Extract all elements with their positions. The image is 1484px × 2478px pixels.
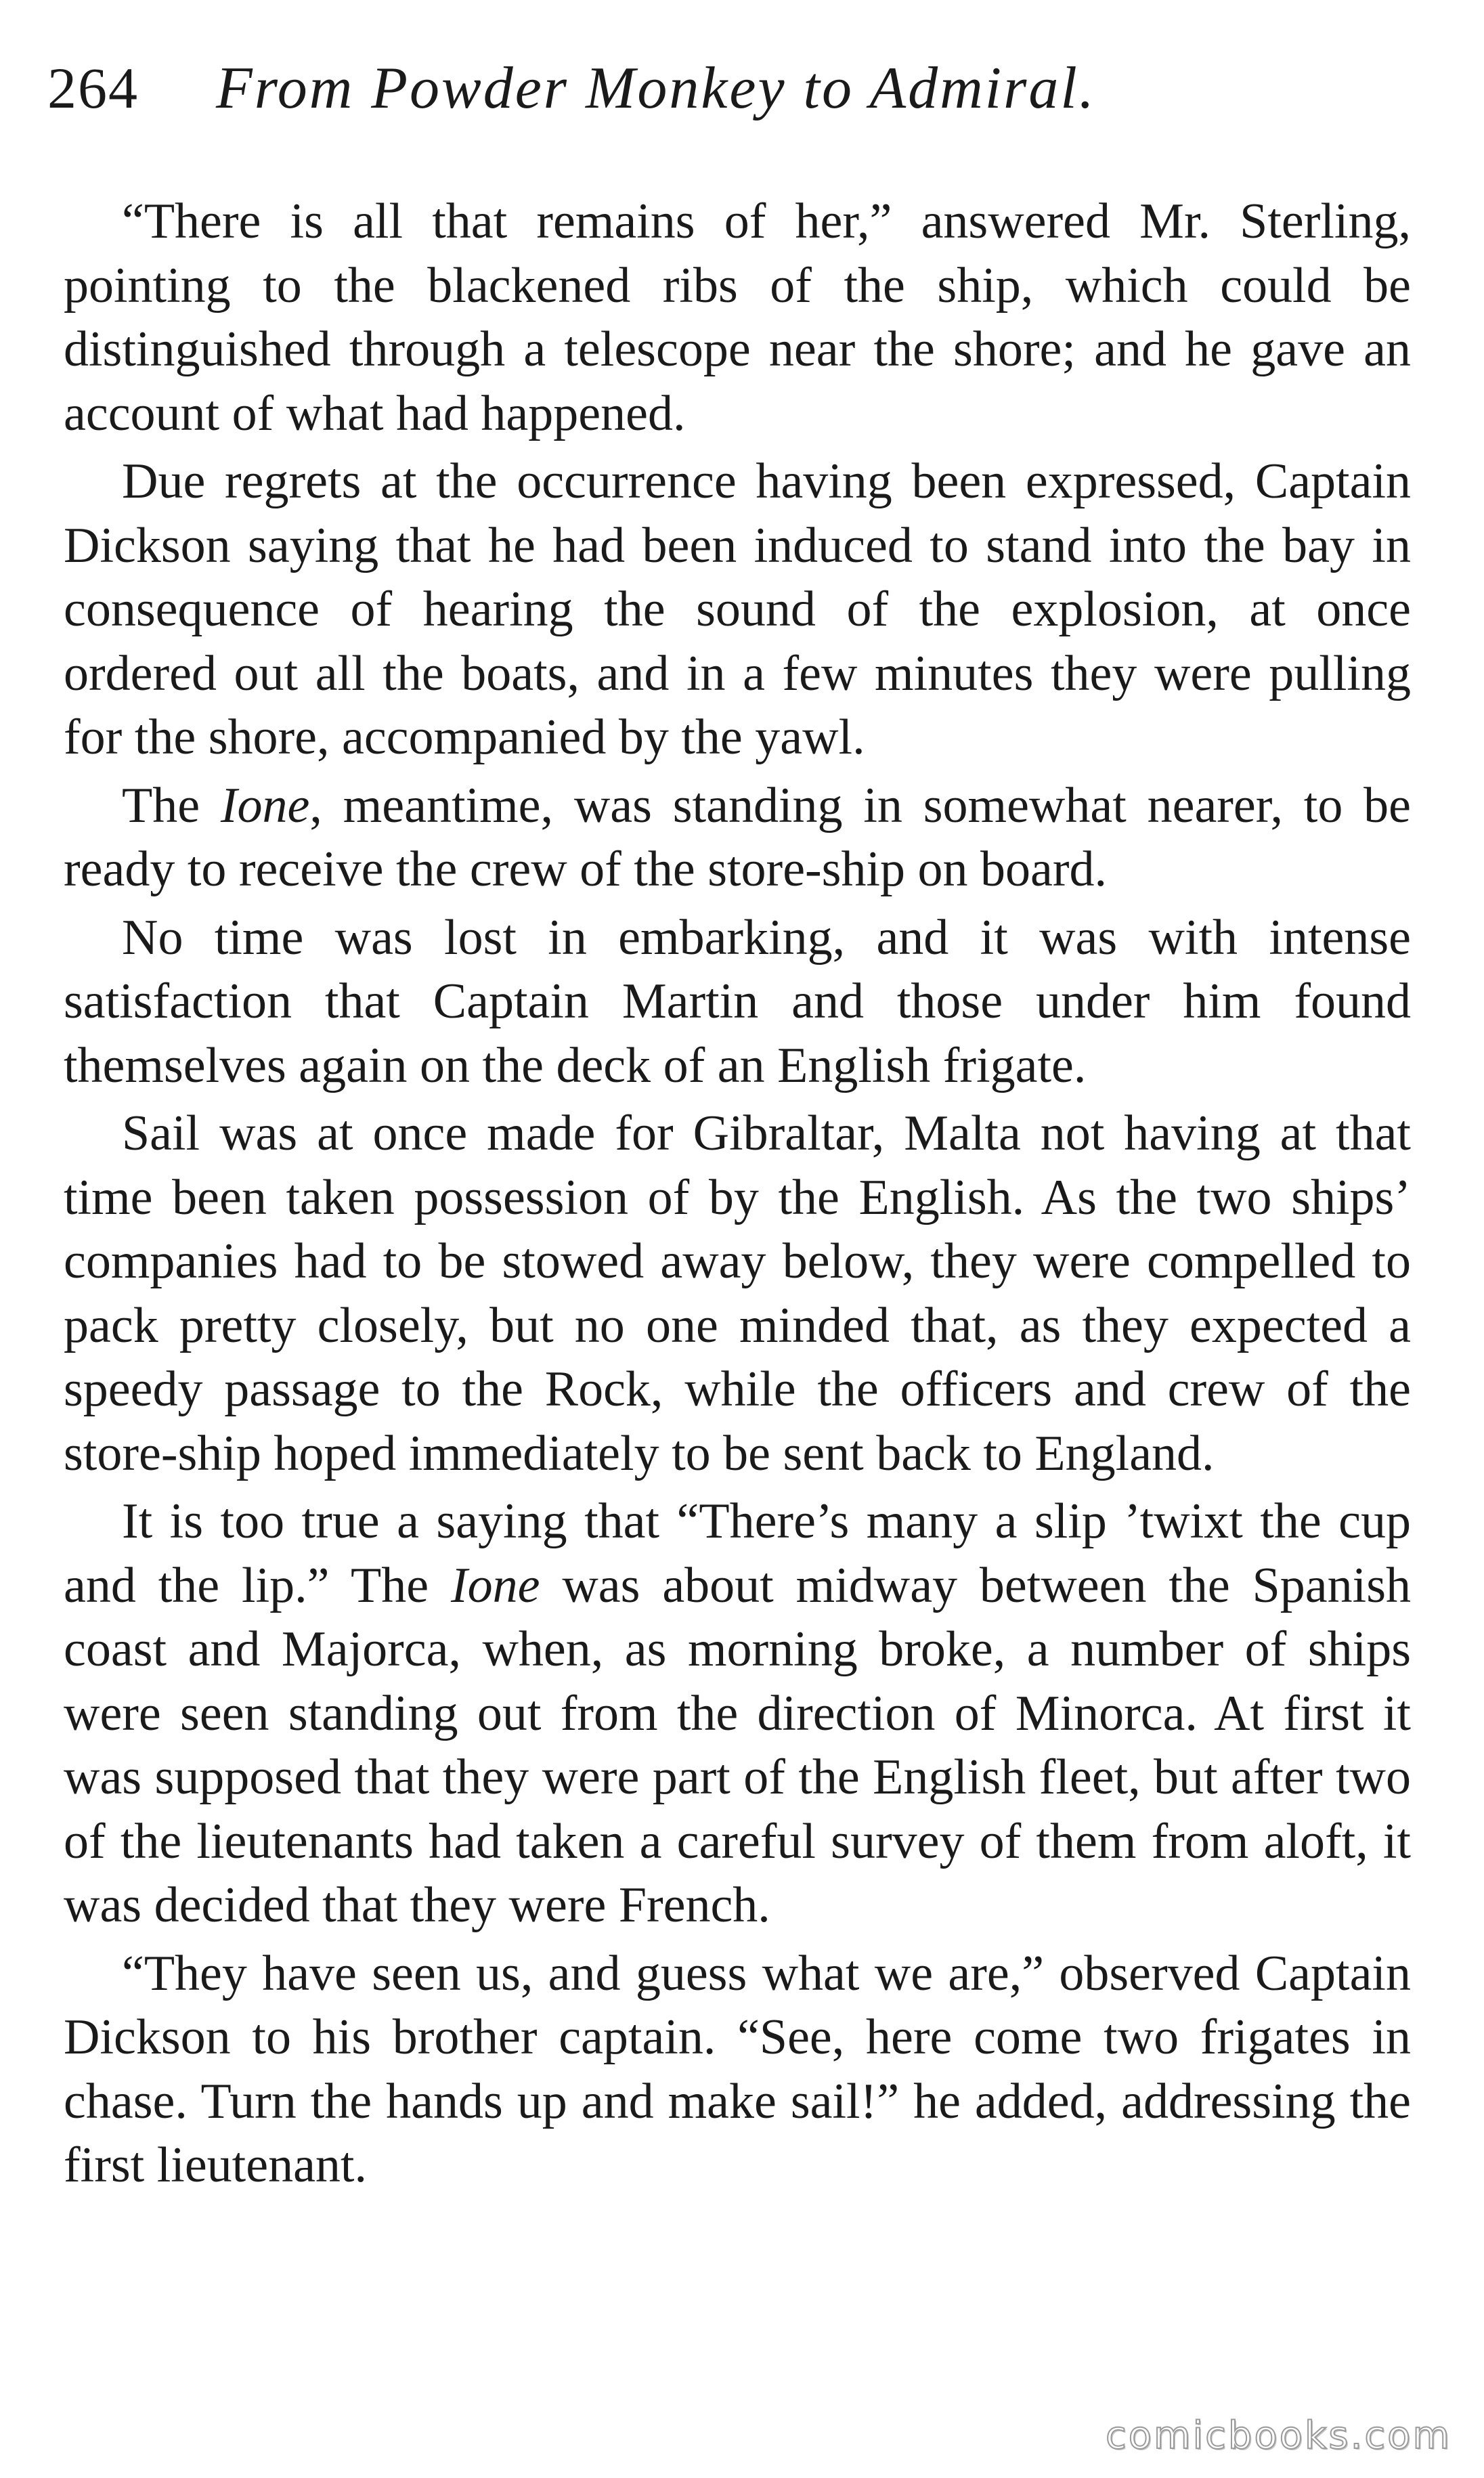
- watermark-logo: comicbooks.com: [1105, 2414, 1452, 2458]
- paragraph: [64, 1490, 1411, 1938]
- paragraph: [64, 1942, 1411, 2198]
- paragraph: [64, 906, 1411, 1098]
- paragraph: [64, 190, 1411, 445]
- paragraph-text: “There is all that remains of her,” answered Mr. Sterling, pointing to the blackened ribs of the ship, which could be distinguished through a telescope near the shore; and he gave an account of what had happened.: [64, 194, 1411, 441]
- paragraph-text: Due regrets at the occurrence having been expressed, Captain Dickson saying that he had been induced to stand into the bay in consequence of hearing the sound of the explosion, at once ordered out all the boats, and in a few minutes they were pulling for the shore, accompanied by the yawl.: [64, 454, 1411, 765]
- paragraph-text: was about midway between the Spanish coast and Majorca, when, as morning broke, a number of ships were seen standing out from the direction of Minorca. At first it was supposed that they were part of the English fleet, but after two of the lieutenants had taken a careful survey of them from aloft, it was decided that they were French.: [64, 1557, 1411, 1933]
- page-header: [47, 54, 1428, 156]
- running-title: From Powder Monkey to Admiral.: [216, 56, 1096, 121]
- ship-name: Ione: [450, 1557, 540, 1613]
- paragraph: [64, 1102, 1411, 1485]
- paragraph-text: Sail was at once made for Gibraltar, Malta not having at that time been taken possession of by the English. As the two ships’ companies had to be stowed away below, they were compelled to pack pretty closely, but no one minded that, as they expected a speedy passage to the Rock, while the officers and crew of the store-ship hoped immediately to be sent back to England.: [64, 1106, 1411, 1481]
- paragraph-text: The: [122, 777, 221, 833]
- paragraph-text: It is too true a saying that “There’s many a slip ’twixt the cup and the lip.” The: [64, 1494, 1411, 1613]
- paragraph-text: “They have seen us, and guess what we are,” observed Captain Dickson to his brother captain. “See, here come two frigates in chase. Turn the hands up and make sail!” he added, addressing the first lieutenant.: [64, 1945, 1411, 2193]
- paragraph: [64, 774, 1411, 902]
- page-number: 264: [47, 56, 139, 121]
- body-text: [64, 190, 1411, 2198]
- ship-name: Ione: [220, 777, 310, 833]
- paragraph-text: No time was lost in embarking, and it was with intense satisfaction that Captain Martin and those under him found themselves again on the deck of an English frigate.: [64, 909, 1411, 1093]
- paragraph-text: , meantime, was standing in somewhat nearer, to be ready to receive the crew of the store-ship on board.: [64, 777, 1412, 897]
- paragraph: [64, 450, 1411, 770]
